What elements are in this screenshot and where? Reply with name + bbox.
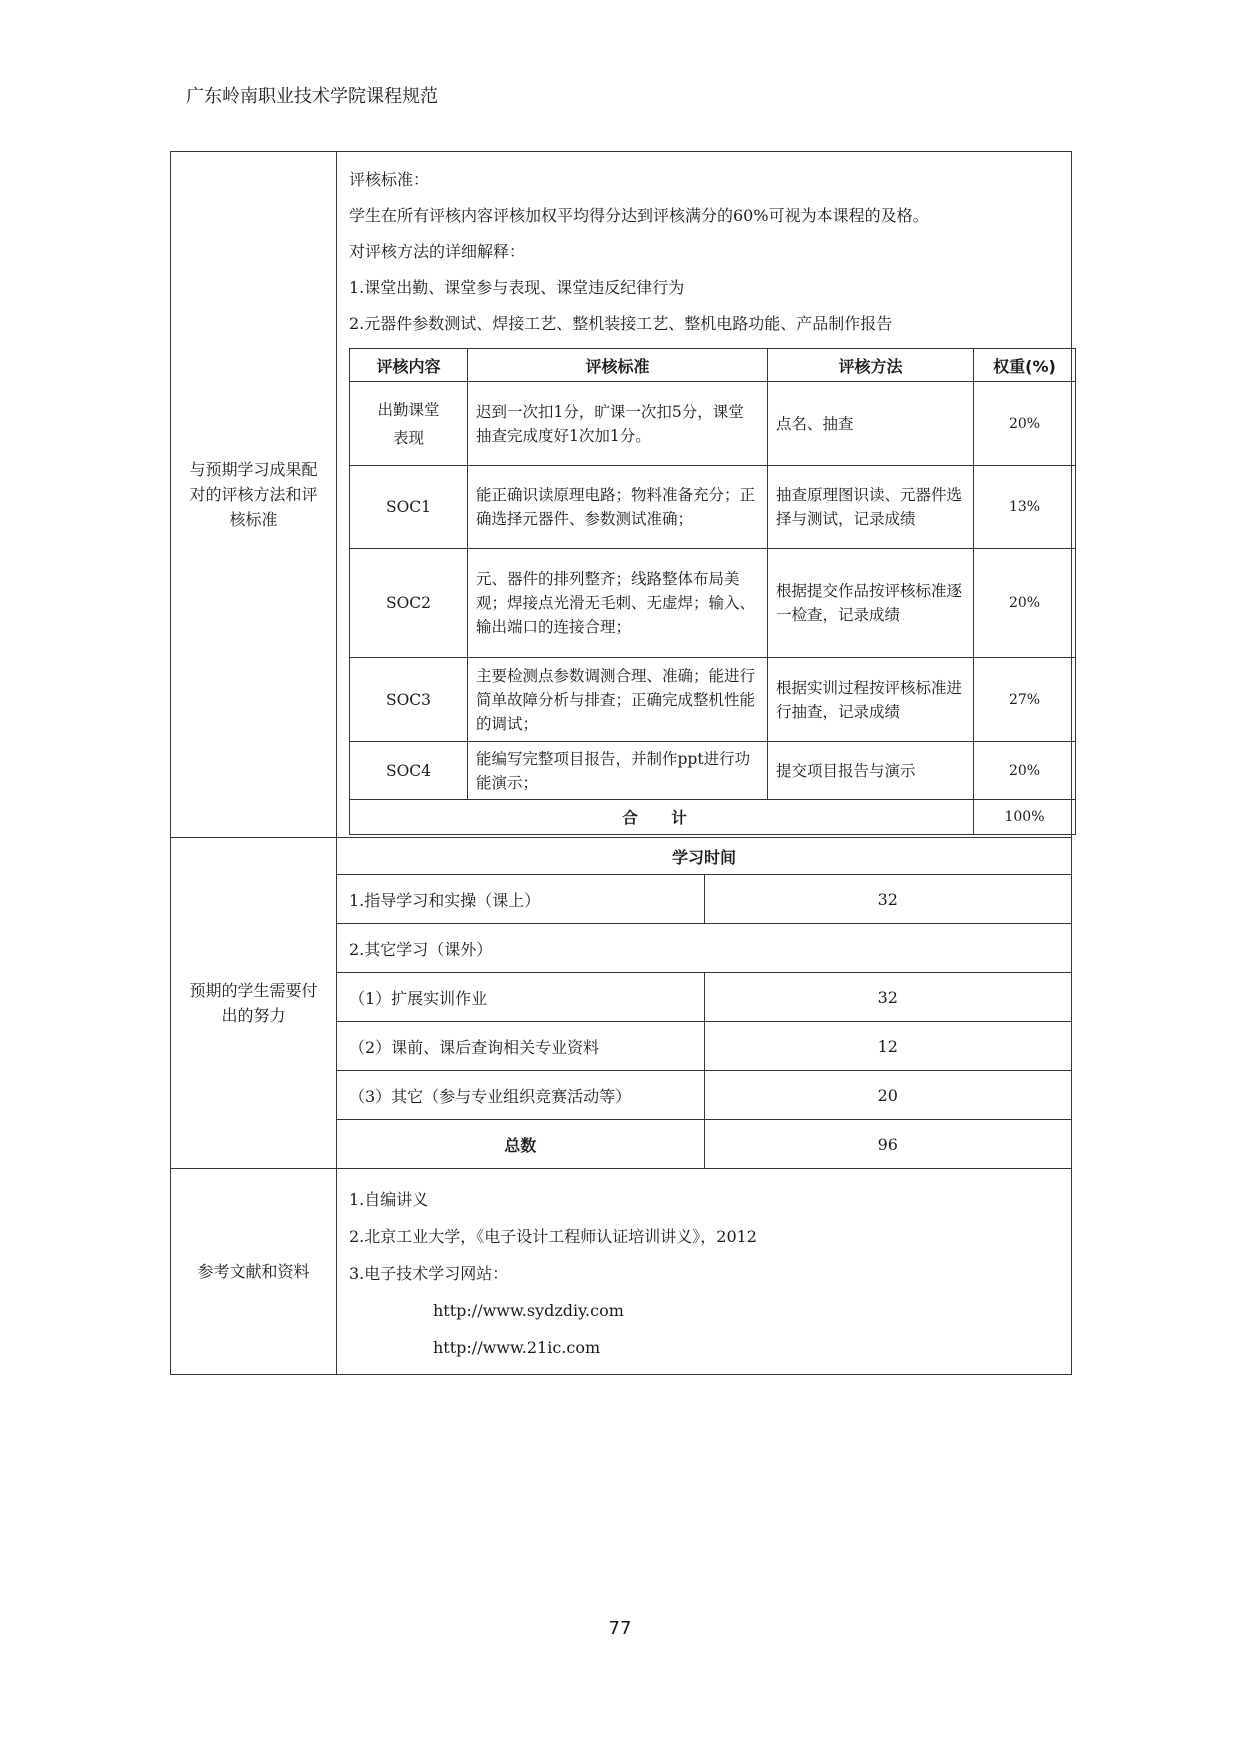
table-row — [350, 549, 1076, 658]
effort-section — [171, 838, 1072, 1169]
reference-item: 1.自编讲义 — [349, 1190, 429, 1209]
references-label: 参考文献和资料 — [197, 1262, 310, 1281]
assessment-table-header — [350, 349, 1076, 382]
row-content: SOC2 — [350, 549, 468, 658]
references-list — [337, 1169, 1071, 1374]
assessment-section — [171, 152, 1072, 838]
effort-heading-row — [337, 838, 1071, 875]
effort-total-value: 96 — [704, 1120, 1071, 1169]
effort-item-value: 32 — [704, 973, 1071, 1022]
effort-item-value: 32 — [704, 875, 1071, 924]
assessment-line: 学生在所有评核内容评核加权平均得分达到评核满分的60%可视为本课程的及格。 — [349, 206, 929, 225]
row-method: 点名、抽查 — [768, 382, 974, 466]
assessment-line: 评核标准： — [349, 170, 430, 189]
total-row — [350, 800, 1076, 835]
effort-total-label: 总数 — [337, 1120, 704, 1169]
references-section — [171, 1169, 1072, 1375]
effort-total-row — [337, 1120, 1071, 1169]
references-label-cell — [171, 1169, 337, 1375]
effort-label: 预期的学生需要付出的努力 — [189, 981, 318, 1025]
header-content: 评核内容 — [350, 349, 468, 382]
effort-item-label: （3）其它（参与专业组织竞赛活动等） — [337, 1071, 704, 1120]
row-standard: 主要检测点参数调测合理、准确；能进行简单故障分析与排查；正确完成整机性能的调试； — [468, 658, 768, 742]
row-method: 抽查原理图识读、元器件选择与测试，记录成绩 — [768, 466, 974, 549]
row-weight: 27% — [974, 658, 1076, 742]
table-row — [337, 875, 1071, 924]
table-row — [350, 742, 1076, 800]
effort-item-label: （1）扩展实训作业 — [337, 973, 704, 1022]
total-value: 100% — [974, 800, 1076, 835]
header-weight: 权重(%) — [974, 349, 1076, 382]
assessment-text — [337, 152, 1071, 348]
assessment-table — [349, 348, 1076, 835]
row-method: 提交项目报告与演示 — [768, 742, 974, 800]
page-number: 77 — [608, 1618, 632, 1639]
reference-item: 2.北京工业大学，《电子设计工程师认证培训讲义》，2012 — [349, 1227, 757, 1246]
row-method: 根据提交作品按评核标准逐一检查，记录成绩 — [768, 549, 974, 658]
row-content: SOC1 — [350, 466, 468, 549]
assessment-line: 2.元器件参数测试、焊接工艺、整机装接工艺、整机电路功能、产品制作报告 — [349, 314, 893, 333]
reference-url: http://www.sydzdiy.com — [433, 1301, 624, 1320]
row-weight: 13% — [974, 466, 1076, 549]
effort-label-cell — [171, 838, 337, 1169]
header-method: 评核方法 — [768, 349, 974, 382]
row-content: 出勤课堂表现 — [350, 382, 468, 466]
reference-url: http://www.21ic.com — [433, 1338, 601, 1357]
row-content: SOC4 — [350, 742, 468, 800]
references-content-cell — [337, 1169, 1072, 1375]
effort-item-label: 2.其它学习（课外） — [337, 924, 1071, 973]
table-row — [337, 1071, 1071, 1120]
effort-heading: 学习时间 — [337, 838, 1071, 875]
table-row — [337, 973, 1071, 1022]
table-row — [350, 658, 1076, 742]
row-content: SOC3 — [350, 658, 468, 742]
effort-item-value: 12 — [704, 1022, 1071, 1071]
row-standard: 能正确识读原理电路；物料准备充分；正确选择元器件、参数测试准确； — [468, 466, 768, 549]
assessment-label: 与预期学习成果配对的评核方法和评核标准 — [189, 460, 318, 529]
table-row — [337, 1022, 1071, 1071]
effort-content-cell — [337, 838, 1072, 1169]
assessment-line: 1.课堂出勤、课堂参与表现、课堂违反纪律行为 — [349, 278, 685, 297]
effort-table — [337, 838, 1071, 1168]
row-weight: 20% — [974, 549, 1076, 658]
table-row — [350, 382, 1076, 466]
page-header: 广东岭南职业技术学院课程规范 — [186, 86, 438, 107]
row-standard: 能编写完整项目报告，并制作ppt进行功能演示； — [468, 742, 768, 800]
table-row — [350, 466, 1076, 549]
effort-item-value: 20 — [704, 1071, 1071, 1120]
course-spec-table — [170, 151, 1072, 1375]
row-weight: 20% — [974, 382, 1076, 466]
assessment-content-cell — [337, 152, 1072, 838]
row-weight: 20% — [974, 742, 1076, 800]
assessment-label-cell — [171, 152, 337, 838]
total-label: 合 计 — [350, 800, 974, 835]
table-row — [337, 924, 1071, 973]
assessment-line: 对评核方法的详细解释： — [349, 242, 526, 261]
header-standard: 评核标准 — [468, 349, 768, 382]
reference-item: 3.电子技术学习网站： — [349, 1264, 509, 1283]
effort-item-label: 1.指导学习和实操（课上） — [337, 875, 704, 924]
effort-item-label: （2）课前、课后查询相关专业资料 — [337, 1022, 704, 1071]
row-standard: 元、器件的排列整齐；线路整体布局美观；焊接点光滑无毛刺、无虚焊；输入、输出端口的连接合理； — [468, 549, 768, 658]
row-standard: 迟到一次扣1分，旷课一次扣5分，课堂抽查完成度好1次加1分。 — [468, 382, 768, 466]
row-method: 根据实训过程按评核标准进行抽查，记录成绩 — [768, 658, 974, 742]
